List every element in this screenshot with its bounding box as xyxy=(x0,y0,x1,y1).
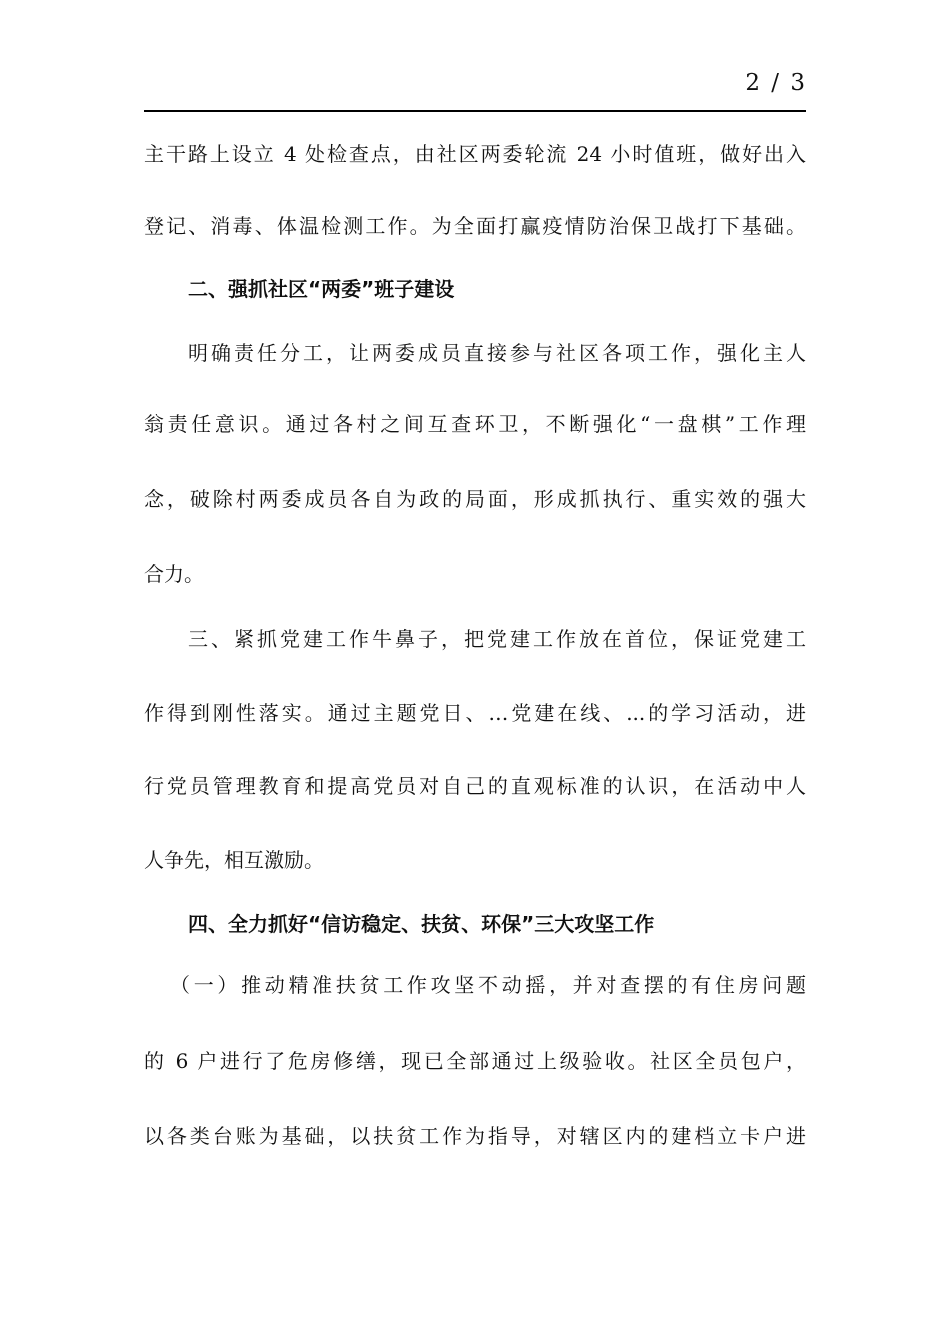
body-line-1: 主干路上设立 4 处检查点，由社区两委轮流 24 小时值班，做好出入 xyxy=(144,142,806,166)
body-line-10: 人争先，相互激励。 xyxy=(144,848,324,872)
body-line-4: 翁责任意识。通过各村之间互查环卫，不断强化“一盘棋”工作理 xyxy=(144,412,806,436)
section-paragraph-3: 三、紧抓党建工作牛鼻子，把党建工作放在首位，保证党建工 xyxy=(188,627,806,651)
body-line-5: 念，破除村两委成员各自为政的局面，形成抓执行、重实效的强大 xyxy=(144,487,806,511)
body-line-8: 作得到刚性落实。通过主题党日、…党建在线、...的学习活动，进 xyxy=(144,701,806,725)
body-line-3: 明确责任分工，让两委成员直接参与社区各项工作，强化主人 xyxy=(188,341,806,365)
section-heading-2: 二、强抓社区“两委”班子建设 xyxy=(188,277,455,301)
body-line-9: 行党员管理教育和提高党员对自己的直观标准的认识，在活动中人 xyxy=(144,774,806,798)
body-line-13: 的 6 户进行了危房修缮，现已全部通过上级验收。社区全员包户， xyxy=(144,1049,806,1073)
body-line-14: 以各类台账为基础，以扶贫工作为指导，对辖区内的建档立卡户进 xyxy=(144,1124,806,1148)
body-line-12: （一）推动精准扶贫工作攻坚不动摇，并对查摆的有住房问题 xyxy=(170,973,806,997)
page-number: 2 / 3 xyxy=(745,70,807,96)
body-line-2: 登记、消毒、体温检测工作。为全面打赢疫情防治保卫战打下基础。 xyxy=(144,214,806,238)
body-line-6: 合力。 xyxy=(144,562,204,586)
section-heading-4: 四、全力抓好“信访稳定、扶贫、环保”三大攻坚工作 xyxy=(188,912,655,936)
header-rule xyxy=(144,110,806,112)
